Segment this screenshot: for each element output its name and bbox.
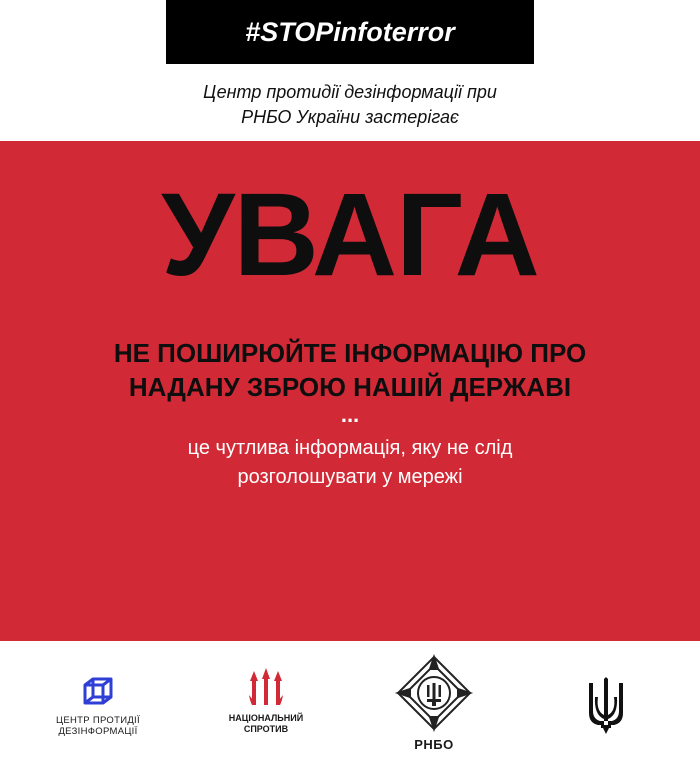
logos-footer (0, 641, 700, 768)
subtitle (0, 80, 700, 130)
ellipsis: ... (340, 402, 360, 427)
note-line-2: розголошувати у мережі (237, 466, 463, 488)
warning-line-2: НАДАНУ ЗБРОЮ НАШІЙ ДЕРЖАВІ (128, 372, 572, 402)
subtitle-line-2: РНБО України застерігає (241, 107, 459, 127)
logo-ns-caption (229, 713, 303, 735)
subtitle-line-1: Центр протидії дезінформації при (203, 82, 497, 102)
logo-coat-of-arms (584, 677, 628, 735)
logo-center-counter-disinformation (28, 675, 168, 737)
logo-rnbo (386, 653, 482, 752)
logo-rnbo-caption: РНБО (414, 737, 454, 752)
trident-icon (586, 677, 626, 735)
warning-line-1: НЕ ПОШИРЮЙТЕ ІНФОРМАЦІЮ ПРО (113, 338, 587, 368)
hashtag-text: #STOPinfoterror (245, 16, 455, 47)
hashtag-banner (166, 0, 534, 64)
warning-text (0, 336, 700, 404)
logo-cpd-line-2: ДЕЗІНФОРМАЦІЇ (58, 726, 138, 737)
logo-national-resistance (196, 667, 336, 735)
note-line-1: це чутлива інформація, яку не слід (187, 437, 513, 459)
arrows-icon (246, 667, 286, 707)
cube-icon (81, 675, 115, 709)
logo-ns-line-2: СПРОТИВ (243, 724, 289, 734)
headline: УВАГА (161, 169, 539, 301)
logo-cpd-caption (56, 715, 140, 737)
rnbo-emblem-icon (394, 653, 474, 733)
logo-ns-line-1: НАЦІОНАЛЬНИЙ (228, 713, 304, 723)
logo-cpd-line-1: ЦЕНТР ПРОТИДІЇ (56, 715, 140, 726)
note-text (0, 434, 700, 492)
